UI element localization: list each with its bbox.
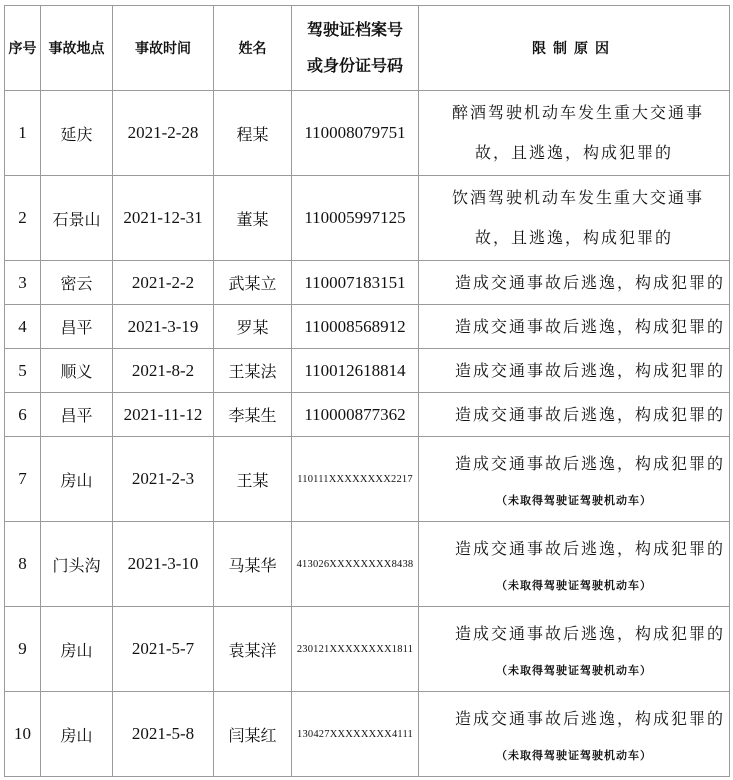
header-no: 序号: [5, 6, 41, 91]
cell-place: 密云: [41, 261, 113, 305]
cell-no: 6: [5, 393, 41, 437]
cell-time: 2021-2-3: [113, 437, 214, 522]
cell-reason: 造成交通事故后逃逸，构成犯罪的: [419, 349, 730, 393]
cell-time: 2021-2-28: [113, 91, 214, 176]
table-row: [5, 437, 730, 522]
cell-reason: [419, 176, 730, 261]
header-license-line1: 驾驶证档案号: [306, 20, 403, 39]
cell-name: 董某: [214, 176, 292, 261]
table-row: [5, 607, 730, 692]
cell-no: 2: [5, 176, 41, 261]
cell-license: 110007183151: [292, 261, 419, 305]
cell-license: 110008568912: [292, 305, 419, 349]
cell-name: 罗某: [214, 305, 292, 349]
cell-name: 王某法: [214, 349, 292, 393]
reason-note: （未取得驾驶证驾驶机动车）: [496, 664, 652, 677]
header-license: [292, 6, 419, 91]
reason-line-1: 造成交通事故后逃逸，构成犯罪的: [454, 454, 725, 473]
cell-reason: [419, 522, 730, 607]
reason-line-1: 醉酒驾驶机动车发生重大交通事: [451, 103, 704, 122]
table-row: [5, 176, 730, 261]
header-reason: 限制原因: [419, 6, 730, 91]
cell-no: 5: [5, 349, 41, 393]
cell-name: 马某华: [214, 522, 292, 607]
cell-reason: [419, 437, 730, 522]
restriction-table: [4, 5, 730, 777]
header-time: 事故时间: [113, 6, 214, 91]
cell-license: 110000877362: [292, 393, 419, 437]
table-row: [5, 393, 730, 437]
reason-line-2: 故，且逃逸，构成犯罪的: [474, 143, 673, 162]
reason-note: （未取得驾驶证驾驶机动车）: [496, 749, 652, 762]
reason-line-1: 造成交通事故后逃逸，构成犯罪的: [454, 709, 725, 728]
reason-line-1: 造成交通事故后逃逸，构成犯罪的: [454, 624, 725, 643]
cell-time: 2021-8-2: [113, 349, 214, 393]
cell-name: 王某: [214, 437, 292, 522]
cell-place: 门头沟: [41, 522, 113, 607]
header-place: 事故地点: [41, 6, 113, 91]
cell-time: 2021-5-8: [113, 692, 214, 777]
table-row: [5, 692, 730, 777]
cell-no: 7: [5, 437, 41, 522]
cell-place: 石景山: [41, 176, 113, 261]
cell-name: 武某立: [214, 261, 292, 305]
cell-reason: [419, 607, 730, 692]
reason-line-1: 造成交通事故后逃逸，构成犯罪的: [454, 539, 725, 558]
cell-name: 袁某洋: [214, 607, 292, 692]
reason-note: （未取得驾驶证驾驶机动车）: [496, 494, 652, 507]
cell-license: 110012618814: [292, 349, 419, 393]
cell-no: 1: [5, 91, 41, 176]
cell-license: 110111XXXXXXXX2217: [292, 437, 419, 522]
table-row: [5, 91, 730, 176]
cell-place: 房山: [41, 692, 113, 777]
cell-reason: 造成交通事故后逃逸，构成犯罪的: [419, 261, 730, 305]
reason-note: （未取得驾驶证驾驶机动车）: [496, 579, 652, 592]
cell-name: 闫某红: [214, 692, 292, 777]
cell-license: 110005997125: [292, 176, 419, 261]
header-license-line2: 或身份证号码: [306, 56, 403, 75]
cell-place: 延庆: [41, 91, 113, 176]
cell-name: 程某: [214, 91, 292, 176]
cell-name: 李某生: [214, 393, 292, 437]
cell-place: 昌平: [41, 393, 113, 437]
reason-line-1: 饮酒驾驶机动车发生重大交通事: [451, 188, 704, 207]
cell-time: 2021-3-10: [113, 522, 214, 607]
cell-time: 2021-2-2: [113, 261, 214, 305]
cell-license: 110008079751: [292, 91, 419, 176]
reason-line-2: 故，且逃逸，构成犯罪的: [474, 228, 673, 247]
cell-no: 9: [5, 607, 41, 692]
cell-place: 房山: [41, 437, 113, 522]
cell-no: 3: [5, 261, 41, 305]
cell-place: 房山: [41, 607, 113, 692]
cell-place: 顺义: [41, 349, 113, 393]
cell-time: 2021-3-19: [113, 305, 214, 349]
cell-time: 2021-11-12: [113, 393, 214, 437]
table-row: [5, 522, 730, 607]
cell-license: 413026XXXXXXXX8438: [292, 522, 419, 607]
cell-time: 2021-12-31: [113, 176, 214, 261]
table-row: [5, 349, 730, 393]
cell-no: 8: [5, 522, 41, 607]
cell-reason: [419, 692, 730, 777]
cell-no: 4: [5, 305, 41, 349]
cell-no: 10: [5, 692, 41, 777]
table-row: [5, 261, 730, 305]
header-name: 姓名: [214, 6, 292, 91]
header-row: [5, 6, 730, 91]
cell-place: 昌平: [41, 305, 113, 349]
cell-reason: [419, 91, 730, 176]
cell-license: 130427XXXXXXXX4111: [292, 692, 419, 777]
cell-time: 2021-5-7: [113, 607, 214, 692]
table-row: [5, 305, 730, 349]
cell-license: 230121XXXXXXXX1811: [292, 607, 419, 692]
cell-reason: 造成交通事故后逃逸，构成犯罪的: [419, 305, 730, 349]
cell-reason: 造成交通事故后逃逸，构成犯罪的: [419, 393, 730, 437]
